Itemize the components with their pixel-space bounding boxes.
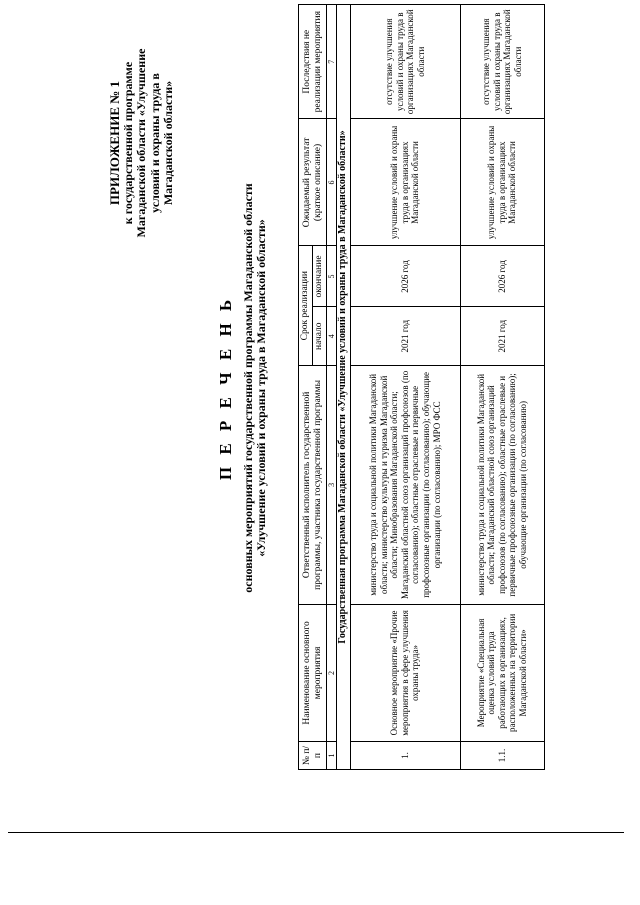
column-number: 1	[327, 742, 337, 770]
table-row	[460, 5, 544, 770]
header-result: Ожидаемый результат (краткое описание)	[299, 119, 327, 246]
row-num: 1.1.	[460, 742, 544, 770]
appendix-subtitle-line: к государственной программе	[120, 61, 135, 225]
column-number-row	[327, 5, 337, 770]
row-executor: министерство труда и социальной политики Магаданской области; министерство культуры и туризма Магаданской области; Минобразования Магаданской области; Магаданский областной союз организаций профсоюзов (по согласованию); областные отраслевые и первичные профсоюзные организации (по согласованию); обучающие организации (по согласованию); МРО ФСС	[350, 365, 460, 604]
row-result: улучшение условий и охраны труда в организациях Магаданской области	[350, 119, 460, 246]
document-subtitle-line: основных мероприятий государственной программы Магаданской области	[241, 183, 255, 593]
column-number: 5	[327, 246, 337, 307]
column-number: 7	[327, 5, 337, 119]
appendix-subtitle-line: Магаданской области»	[161, 80, 175, 206]
table-header-row	[299, 5, 313, 770]
appendix-title: ПРИЛОЖЕНИЕ № 1	[107, 80, 122, 206]
document-title-block	[216, 98, 268, 678]
section-title-row	[337, 5, 351, 770]
appendix-header	[108, 8, 176, 278]
header-executor: Ответственный исполнитель государственной программы, участника государственной программы	[299, 365, 327, 604]
row-consequences: отсутствие улучшения условий и охраны труда в организациях Магаданской области	[460, 5, 544, 119]
header-consequences: Последствия не реализации мероприятия	[299, 5, 327, 119]
header-period: Срок реализации	[299, 246, 313, 365]
row-end: 2026 год	[350, 246, 460, 307]
row-executor: министерство труда и социальной политики Магаданской области; Магаданский областной союз организаций профсоюзов (по согласованию); областные отраслевые и первичные профсоюзные организации (по согласованию); обучающие организации (по согласованию)	[460, 365, 544, 604]
header-name: Наименование основного мероприятия	[299, 604, 327, 741]
row-consequences: отсутствие улучшения условий и охраны труда в организациях Магаданской области	[350, 5, 460, 119]
row-start: 2021 год	[460, 307, 544, 365]
header-num: № п/п	[299, 742, 327, 770]
table-row	[350, 5, 460, 770]
row-name: Мероприятие «Специальная оценка условий труда работающих в организациях, расположенных на территории Магаданской области»	[460, 604, 544, 741]
header-end: окончание	[313, 246, 327, 307]
row-name: Основное мероприятие «Прочие мероприятия в сфере улучшения охраны труда»	[350, 604, 460, 741]
column-number: 6	[327, 119, 337, 246]
appendix-subtitle-line: Магаданской области «Улучшение	[134, 48, 148, 238]
column-number: 3	[327, 365, 337, 604]
rotated-page	[98, 0, 528, 778]
document-title: П Е Р Е Ч Е Н Ь	[216, 295, 235, 481]
column-number: 2	[327, 604, 337, 741]
header-start: начало	[313, 307, 327, 365]
scan-bottom-rule	[8, 832, 624, 833]
column-number: 4	[327, 307, 337, 365]
measures-table	[298, 4, 545, 770]
row-num: 1.	[350, 742, 460, 770]
section-title: Государственная программа Магаданской области «Улучшение условий и охраны труда в Магаданской области»	[337, 5, 351, 770]
row-end: 2026 год	[460, 246, 544, 307]
document-subtitle-line: «Улучшение условий и охраны труда в Магаданской области»	[254, 219, 268, 557]
row-result: улучшение условий и охраны труда в организациях Магаданской области	[460, 119, 544, 246]
row-start: 2021 год	[350, 307, 460, 365]
appendix-subtitle-line: условий и охраны труда в	[147, 73, 162, 213]
